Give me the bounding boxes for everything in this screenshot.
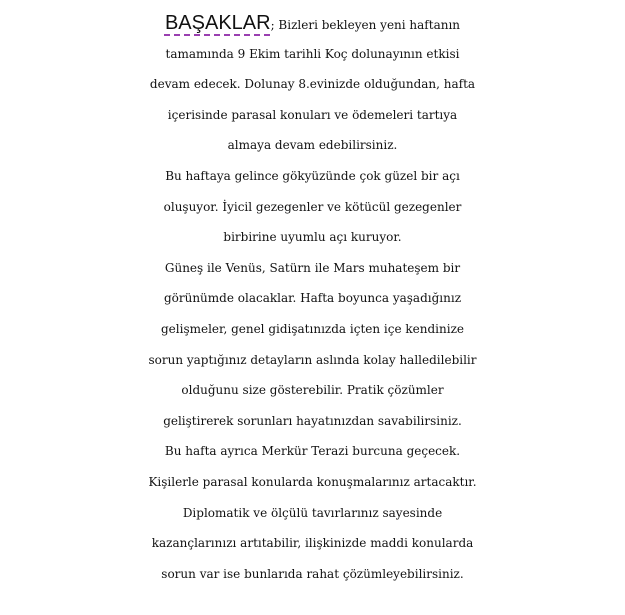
text-line: oluşuyor. İyicil gezegenler ve kötücül gezegenler <box>163 199 462 214</box>
text-line: sorun var ise bunlarıda rahat çözümleyebilirsiniz. <box>161 566 464 581</box>
text-line: devam edecek. Dolunay 8.evinizde olduğundan, hafta <box>149 77 476 92</box>
text-line-heading <box>0 8 625 39</box>
text-line: Bu hafta ayrıca Merkür Terazi burcuna geçecek. <box>164 444 461 459</box>
text-line: birbirine uyumlu açı kuruyor. <box>223 230 402 245</box>
heading-rest-text: ; Bizleri bekleyen yeni haftanın <box>270 18 461 32</box>
text-line: Diplomatik ve ölçülü tavırlarınız sayesinde <box>182 505 443 520</box>
text-line: Güneş ile Venüs, Satürn ile Mars muhateşem bir <box>164 260 461 275</box>
text-line: geliştirerek sorunları hayatınızdan savabilirsiniz. <box>163 413 462 428</box>
text-line: almaya devam edebilirsiniz. <box>227 138 398 153</box>
text-line: kazançlarınızı artıtabilir, ilişkinizde maddi konularda <box>151 536 474 551</box>
text-line: Bu haftaya gelince gökyüzünde çok güzel bir açı <box>165 168 460 183</box>
text-line: sorun yaptığınız detayların aslında kolay halledilebilir <box>148 352 477 367</box>
text-line: gelişmeler, genel gidişatınızda içten içe kendinize <box>160 321 464 336</box>
sign-heading: BAŞAKLAR <box>164 12 271 34</box>
text-line: görünümde olacaklar. Hafta boyunca yaşadığınız <box>163 291 462 306</box>
text-line: içerisinde parasal konuları ve ödemeleri tartıya <box>167 107 458 122</box>
text-line: tamamında 9 Ekim tarihli Koç dolunayının etkisi <box>165 46 460 61</box>
horoscope-text-block <box>0 8 625 589</box>
text-line: Kişilerle parasal konularda konuşmalarınız artacaktır. <box>148 474 477 489</box>
text-line: olduğunu size gösterebilir. Pratik çözümler <box>181 383 444 398</box>
